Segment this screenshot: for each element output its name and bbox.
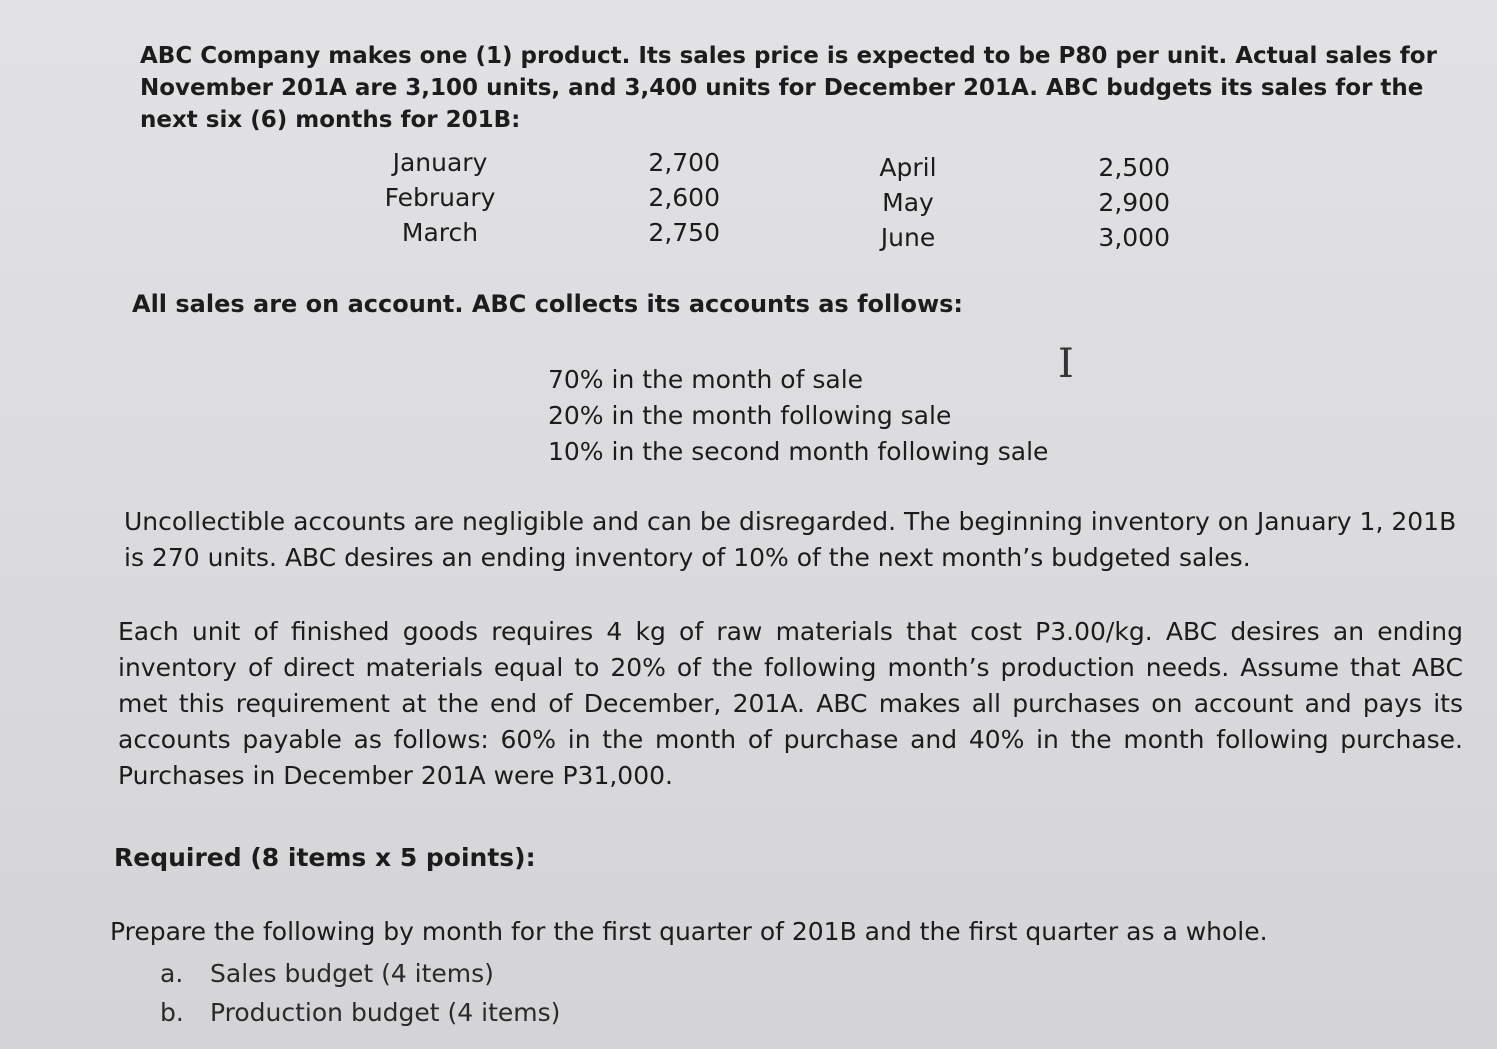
prepare-instruction: Prepare the following by month for the first quarter of 201B and the first quarter as a whole. [110, 917, 1268, 946]
list-item [160, 954, 560, 993]
item-letter: b. [160, 998, 184, 1027]
intro-paragraph: ABC Company makes one (1) product. Its sales price is expected to be P80 per unit. Actual sales for November 201A are 3,100 units, and 3,400 units for December 201A. ABC budgets its sales for the next six (6) months for 201B: [140, 43, 1437, 133]
list-item [160, 993, 560, 1032]
units-value: 2,600 [648, 183, 720, 212]
sales-budget-table [340, 145, 1220, 255]
month-label: June [880, 223, 936, 252]
required-heading: Required (8 items x 5 points): [114, 843, 536, 872]
month-label: March [401, 218, 479, 247]
materials-paragraph: Each unit of finished goods requires 4 kg of raw materials that cost P3.00/kg. ABC desires an ending inventory of direct materials equal to 20% of the following month’s production needs. Assume that ABC met this requirement at the end of December, 201A. ABC makes all purchases on account and pays its accounts payable as follows: 60% in the month of purchase and 40% in the month following purchase. Purchases in December 201A were P31,000. [118, 617, 1463, 790]
units-value: 3,000 [1098, 223, 1170, 252]
units-value: 2,500 [1098, 153, 1170, 182]
units-value: 2,900 [1098, 188, 1170, 217]
required-items-list [160, 954, 560, 1032]
month-label: January [392, 148, 488, 177]
list-item: 10% in the second month following sale [548, 437, 1049, 466]
item-text: Sales budget (4 items) [210, 959, 494, 988]
uncollectible-paragraph: Uncollectible accounts are negligible and can be disregarded. The beginning inventory on January 1, 201B is 270 units. ABC desires an ending inventory of 10% of the next month’s budgeted sales. [124, 507, 1457, 572]
item-letter: a. [160, 959, 184, 988]
list-item: 20% in the month following sale [548, 401, 952, 430]
collections-intro: All sales are on account. ABC collects its accounts as follows: [132, 290, 963, 318]
item-text: Production budget (4 items) [210, 998, 561, 1027]
text-cursor-icon: I [1058, 341, 1074, 387]
month-label: May [882, 188, 934, 217]
list-item: 70% in the month of sale [548, 365, 864, 394]
units-value: 2,700 [648, 148, 720, 177]
month-label: April [879, 153, 937, 182]
units-value: 2,750 [648, 218, 720, 247]
month-label: February [384, 183, 496, 212]
collection-schedule-list [548, 362, 1048, 470]
